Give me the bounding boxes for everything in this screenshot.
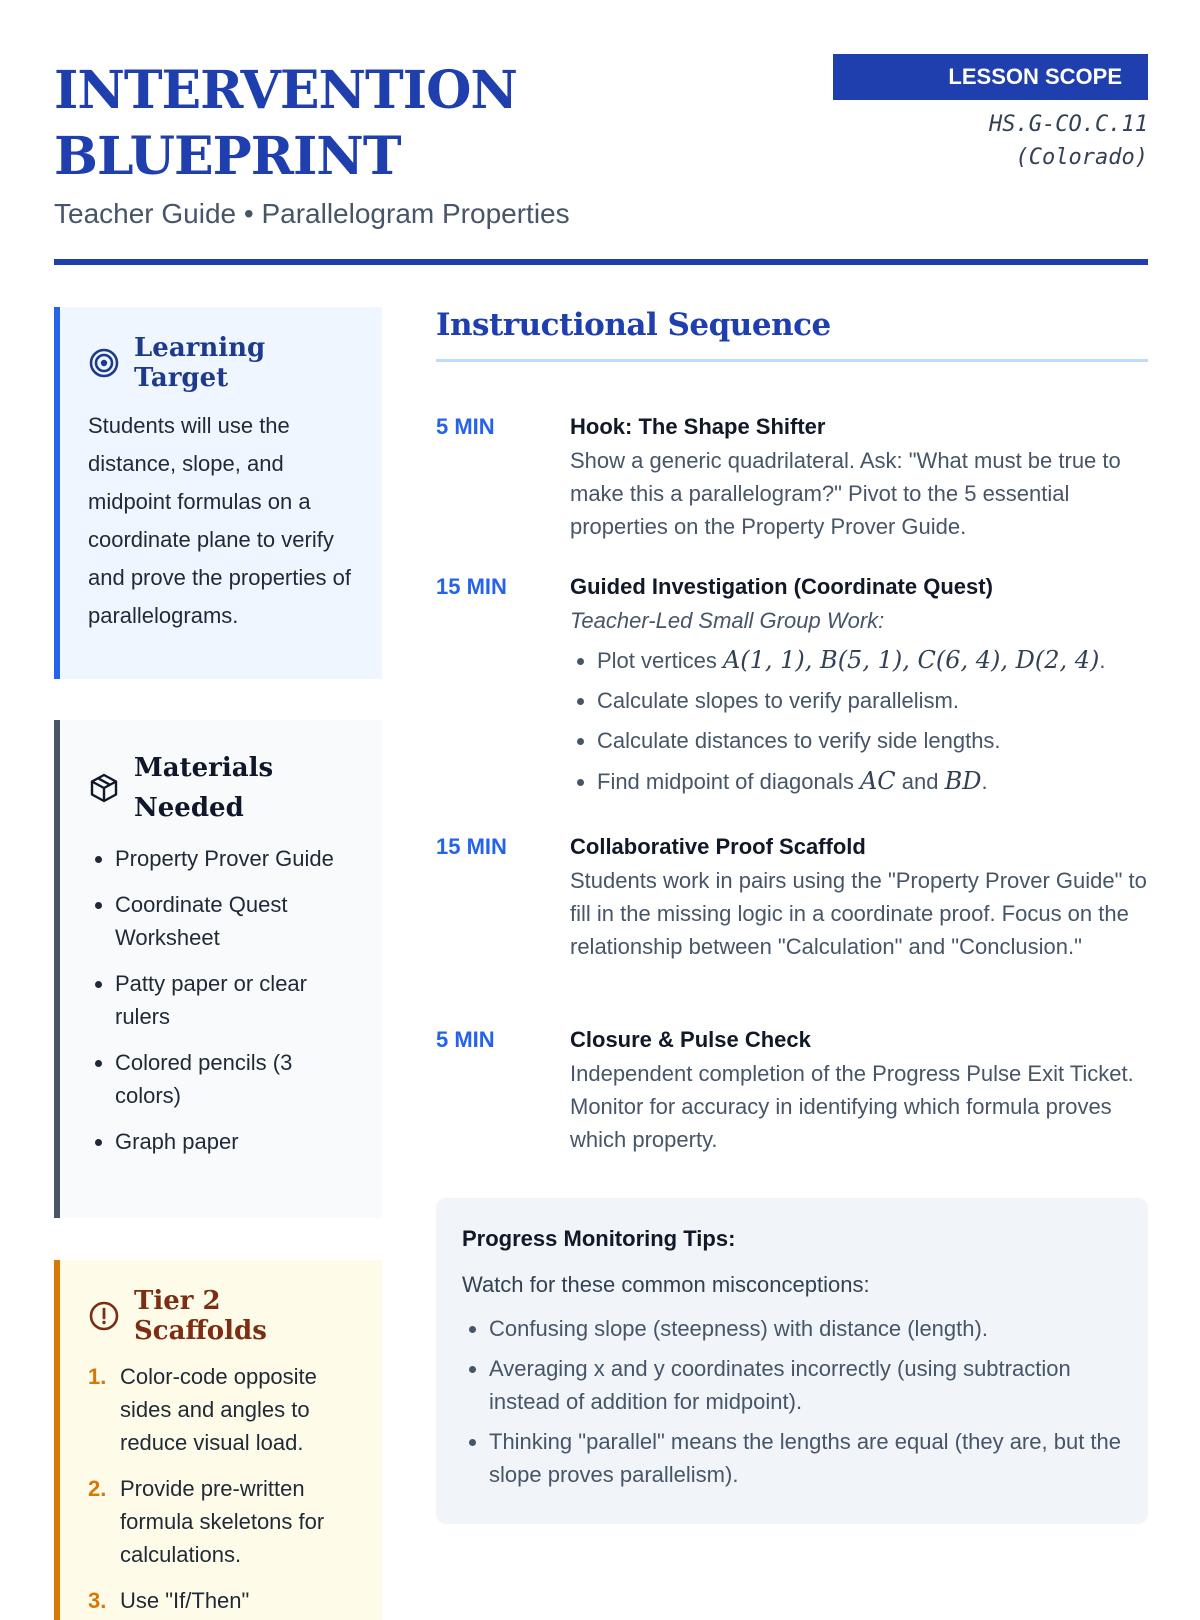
list-item — [88, 1360, 362, 1459]
scaffolds-heading — [88, 1286, 362, 1346]
list-item: • Calculate distances to verify side lengths. — [597, 726, 1148, 756]
tips-title: Progress Monitoring Tips: — [462, 1226, 736, 1251]
title-line-1: INTERVENTION — [54, 60, 517, 121]
alert-circle-icon — [88, 1300, 120, 1332]
bullet-text: Find midpoint of diagonals — [597, 769, 860, 794]
scaffold-text: Color-code opposite sides and angles to reduce visual load. — [120, 1364, 317, 1455]
materials-list — [88, 842, 362, 1158]
list-item — [597, 766, 1148, 797]
scaffold-text: Provide pre-written formula skeletons for calculations. — [120, 1476, 325, 1567]
tips-list — [462, 1312, 1122, 1491]
scaffold-number: 3. — [88, 1588, 107, 1613]
page-title — [54, 58, 614, 190]
page-header — [54, 58, 1148, 268]
step-bullets — [570, 645, 1148, 797]
learning-target-heading — [88, 333, 362, 393]
package-icon — [88, 772, 120, 804]
step-time: 5 MIN — [436, 1027, 495, 1052]
materials-card — [54, 720, 382, 1218]
instructional-sequence — [436, 307, 1148, 362]
learning-target-card — [54, 307, 382, 679]
list-item: • Patty paper or clear rulers — [115, 967, 362, 1033]
step-description: Show a generic quadrilateral. Ask: "What must be true to make this a parallelogram?" Pivot to the 5 essential properties on the Property Prover Guide. — [570, 448, 1121, 539]
step-time: 5 MIN — [436, 414, 495, 439]
sequence-heading: Instructional Sequence — [436, 307, 1148, 362]
page-subtitle: Teacher Guide • Parallelogram Properties — [54, 198, 570, 229]
list-item: • Colored pencils (3 colors) — [115, 1046, 362, 1112]
list-item: • Thinking "parallel" means the lengths are equal (they are, but the slope proves parallelism). — [489, 1425, 1122, 1491]
title-line-2: BLUEPRINT — [54, 126, 401, 187]
step-time: 15 MIN — [436, 574, 507, 599]
list-item — [88, 1584, 362, 1617]
standard-state: (Colorado) — [1015, 145, 1148, 170]
materials-title: Materials Needed — [134, 753, 274, 823]
step-subtitle: Teacher-Led Small Group Work: — [570, 608, 885, 633]
progress-monitoring-tips — [436, 1198, 1148, 1524]
list-item: • Confusing slope (steepness) with distance (length). — [489, 1312, 1122, 1345]
scaffolds-list — [88, 1360, 362, 1617]
list-item: • Property Prover Guide — [115, 842, 362, 875]
list-item: • Graph paper — [115, 1125, 362, 1158]
sequence-step-hook — [436, 412, 1148, 543]
scaffold-number: 2. — [88, 1476, 107, 1501]
step-title: Hook: The Shape Shifter — [570, 414, 826, 439]
learning-target-title: Learning Target — [134, 333, 266, 393]
bullet-and: and — [895, 769, 945, 794]
diagonal-ac: AC — [859, 767, 896, 795]
standard-code-block — [833, 108, 1148, 174]
scaffolds-card — [54, 1260, 382, 1620]
list-item: • Calculate slopes to verify parallelism. — [597, 686, 1148, 716]
lesson-scope-badge: LESSON SCOPE — [833, 54, 1148, 100]
step-title: Guided Investigation (Coordinate Quest) — [570, 574, 993, 599]
list-item — [597, 645, 1148, 676]
step-title: Collaborative Proof Scaffold — [570, 834, 866, 859]
sequence-step-closure — [436, 1025, 1148, 1156]
learning-target-text: Students will use the distance, slope, and midpoint formulas on a coordinate plane to verify and prove the properties of parallelograms. — [88, 413, 351, 628]
step-description: Students work in pairs using the "Property Prover Guide" to fill in the missing logic in a coordinate proof. Focus on the relationship between "Calculation" and "Conclusion." — [570, 868, 1147, 959]
sequence-step-proof — [436, 832, 1148, 963]
list-item: • Coordinate Quest Worksheet — [115, 888, 362, 954]
bullet-suffix: . — [981, 769, 988, 794]
header-divider — [54, 259, 1148, 265]
step-body — [570, 832, 1148, 963]
list-item — [88, 1472, 362, 1571]
scaffolds-title: Tier 2 Scaffolds — [134, 1286, 267, 1346]
step-title: Closure & Pulse Check — [570, 1027, 811, 1052]
scaffold-number: 1. — [88, 1364, 107, 1389]
step-description: Independent completion of the Progress Pulse Exit Ticket. Monitor for accuracy in identifying which formula proves which property. — [570, 1061, 1134, 1152]
list-item: • Averaging x and y coordinates incorrectly (using subtraction instead of addition for midpoint). — [489, 1352, 1122, 1418]
bullet-text: Plot vertices — [597, 648, 723, 673]
vertex-coordinates: A(1, 1), B(5, 1), C(6, 4), D(2, 4) — [722, 646, 1100, 674]
step-time: 15 MIN — [436, 834, 507, 859]
bullet-suffix: . — [1099, 648, 1106, 673]
sequence-step-guided — [436, 572, 1148, 807]
standard-code: HS.G-CO.C.11 — [989, 112, 1148, 137]
tips-intro: Watch for these common misconceptions: — [462, 1272, 870, 1297]
step-body — [570, 412, 1148, 543]
materials-heading — [88, 748, 362, 828]
scaffold-text: Use "If/Then" — [120, 1588, 250, 1613]
step-body — [570, 1025, 1148, 1156]
diagonal-bd: BD — [944, 767, 982, 795]
target-icon — [88, 347, 120, 379]
lesson-scope — [833, 54, 1148, 174]
step-body — [570, 572, 1148, 807]
